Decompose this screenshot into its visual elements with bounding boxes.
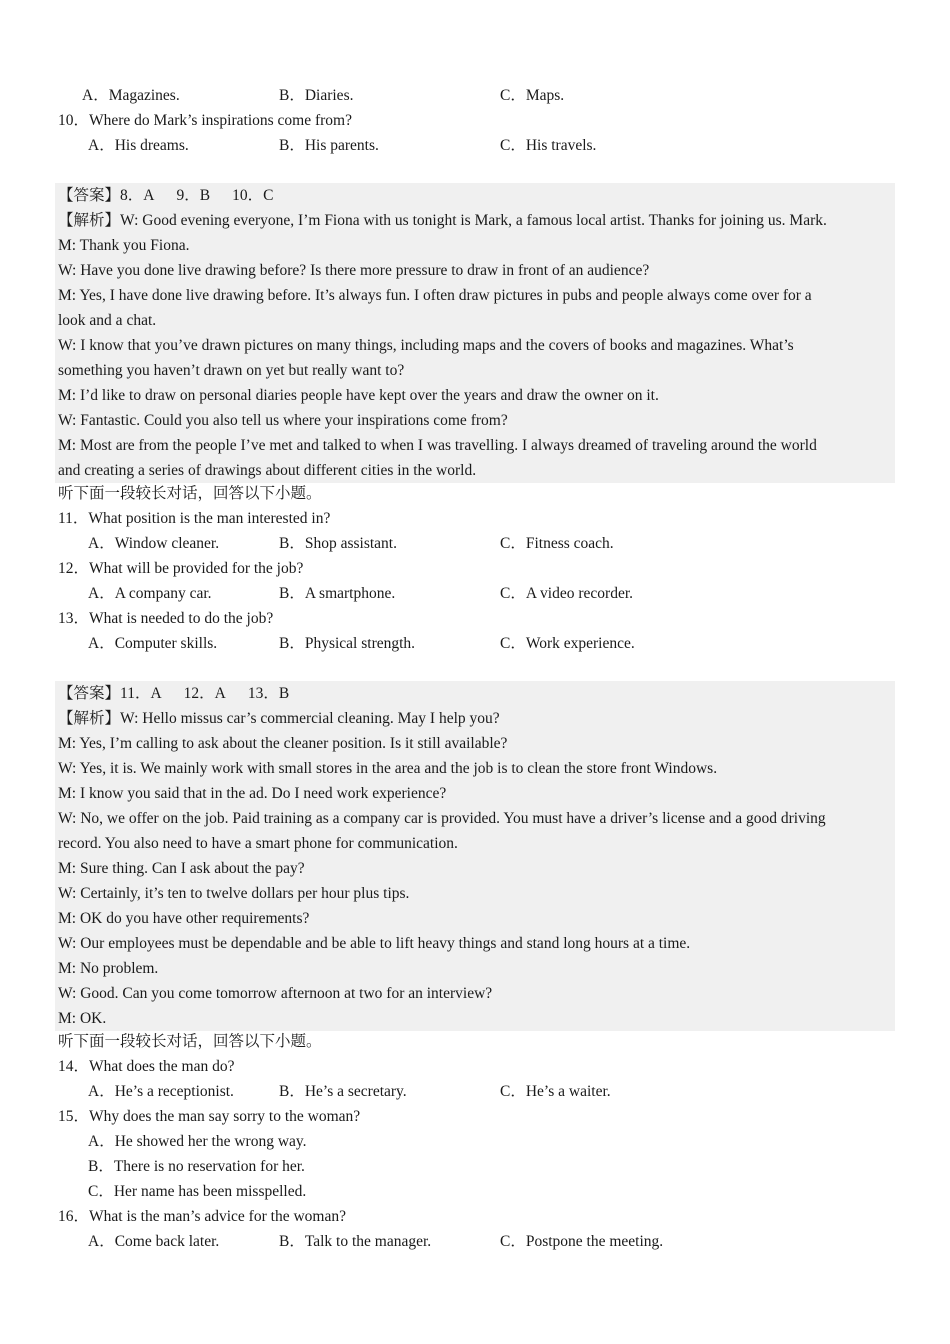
q11-option-c: C．Fitness coach.: [500, 535, 614, 552]
q14-option-a: A．He’s a receptionist.: [88, 1083, 234, 1100]
transcript-line: and creating a series of drawings about different cities in the world.: [58, 462, 477, 479]
analysis-line: [55, 706, 895, 731]
q16-option-a: A．Come back later.: [88, 1233, 220, 1250]
transcript-line: W: No, we offer on the job. Paid training as a company car is provided. You must have a driver’s license and a good driving: [58, 810, 826, 827]
transcript-line: M: OK do you have other requirements?: [58, 910, 310, 927]
q10-options: [0, 133, 950, 158]
q16-option-c: C．Postpone the meeting.: [500, 1233, 664, 1250]
q15-option-c: C．Her name has been misspelled.: [88, 1183, 307, 1200]
q9-options: [0, 83, 950, 108]
q13-stem: 13．What is needed to do the job?: [58, 610, 274, 627]
transcript-line: look and a chat.: [58, 312, 157, 329]
q15-option-a: A．He showed her the wrong way.: [88, 1133, 307, 1150]
transcript-line: W: Good evening everyone, I’m Fiona with us tonight is Mark, a famous local artist. Thanks for joining us. Mark.: [120, 212, 827, 229]
transcript-line: W: Yes, it is. We mainly work with small stores in the area and the job is to clean the store front Windows.: [58, 760, 718, 777]
q9-option-a: A．Magazines.: [82, 87, 180, 104]
transcript-line: W: I know that you’ve drawn pictures on many things, including maps and the covers of books and magazines. What’s: [58, 337, 794, 354]
q16-option-b: B．Talk to the manager.: [279, 1233, 432, 1250]
q10-option-a: A．His dreams.: [88, 137, 189, 154]
q10-stem: 10．Where do Mark’s inspirations come from?: [58, 112, 352, 129]
q13-option-b: B．Physical strength.: [279, 635, 416, 652]
q13-options: [0, 631, 950, 656]
q13-option-a: A．Computer skills.: [88, 635, 218, 652]
q12-options: [0, 581, 950, 606]
section-instruction: 听下面一段较长对话，回答以下小题。: [58, 1033, 322, 1050]
transcript-line: W: Good. Can you come tomorrow afternoon at two for an interview?: [58, 985, 493, 1002]
q13-option-c: C．Work experience.: [500, 635, 635, 652]
answer-item: 12．A: [183, 685, 226, 702]
transcript-line: M: I’d like to draw on personal diaries people have kept over the years and draw the owner on it.: [58, 387, 659, 404]
q15-stem: 15．Why does the man say sorry to the woman?: [58, 1108, 361, 1125]
answer-item: 13．B: [247, 685, 290, 702]
q10-option-b: B．His parents.: [279, 137, 379, 154]
transcript-line: something you haven’t drawn on yet but really want to?: [58, 362, 405, 379]
transcript-line: M: I know you said that in the ad. Do I need work experience?: [58, 785, 447, 802]
analysis-line: [55, 208, 895, 233]
answer-key-line: [55, 681, 895, 706]
q11-option-b: B．Shop assistant.: [279, 535, 397, 552]
answer-tag: 【答案】: [58, 187, 121, 204]
transcript-line: M: Thank you Fiona.: [58, 237, 190, 254]
analysis-tag: 【解析】: [58, 212, 121, 229]
q9-option-c: C．Maps.: [500, 87, 565, 104]
transcript-line: M: Yes, I have done live drawing before. It’s always fun. I often draw pictures in pubs and people always come over for a: [58, 287, 812, 304]
transcript-line: W: Our employees must be dependable and be able to lift heavy things and stand long hours at a time.: [58, 935, 691, 952]
q14-option-c: C．He’s a waiter.: [500, 1083, 611, 1100]
answer-item: 10．C: [232, 187, 274, 204]
q9-option-b: B．Diaries.: [279, 87, 354, 104]
q11-option-a: A．Window cleaner.: [88, 535, 220, 552]
q12-option-a: A．A company car.: [88, 585, 212, 602]
transcript-line: W: Certainly, it’s ten to twelve dollars per hour plus tips.: [58, 885, 410, 902]
transcript-line: W: Hello missus car’s commercial cleaning. May I help you?: [120, 710, 500, 727]
q14-options: [0, 1079, 950, 1104]
transcript-line: M: OK.: [58, 1010, 107, 1027]
q16-stem: 16．What is the man’s advice for the woman?: [58, 1208, 346, 1225]
q16-options: [0, 1229, 950, 1254]
transcript-line: W: Fantastic. Could you also tell us where your inspirations come from?: [58, 412, 508, 429]
transcript-line: M: No problem.: [58, 960, 159, 977]
q12-option-b: B．A smartphone.: [279, 585, 396, 602]
q14-stem: 14．What does the man do?: [58, 1058, 235, 1075]
q15-option-b: B．There is no reservation for her.: [88, 1158, 305, 1175]
transcript-line: record. You also need to have a smart phone for communication.: [58, 835, 458, 852]
answer-item: 9．B: [176, 187, 211, 204]
answer-tag: 【答案】: [58, 685, 121, 702]
answer-block-2: [55, 681, 895, 1031]
transcript-line: M: Most are from the people I’ve met and talked to when I was travelling. I always dreamed of traveling around the world: [58, 437, 817, 454]
q14-option-b: B．He’s a secretary.: [279, 1083, 407, 1100]
transcript-line: W: Have you done live drawing before? Is there more pressure to draw in front of an audience?: [58, 262, 650, 279]
answer-block-1: [55, 183, 895, 483]
section-instruction: 听下面一段较长对话，回答以下小题。: [58, 485, 322, 502]
q10-option-c: C．His travels.: [500, 137, 597, 154]
q11-stem: 11．What position is the man interested in?: [58, 510, 331, 527]
q12-stem: 12．What will be provided for the job?: [58, 560, 304, 577]
answer-item: 8．A: [120, 187, 155, 204]
answer-key-line: [55, 183, 895, 208]
transcript-line: M: Sure thing. Can I ask about the pay?: [58, 860, 305, 877]
q11-options: [0, 531, 950, 556]
analysis-tag: 【解析】: [58, 710, 121, 727]
q12-option-c: C．A video recorder.: [500, 585, 634, 602]
transcript-line: M: Yes, I’m calling to ask about the cleaner position. Is it still available?: [58, 735, 508, 752]
answer-item: 11．A: [120, 685, 162, 702]
